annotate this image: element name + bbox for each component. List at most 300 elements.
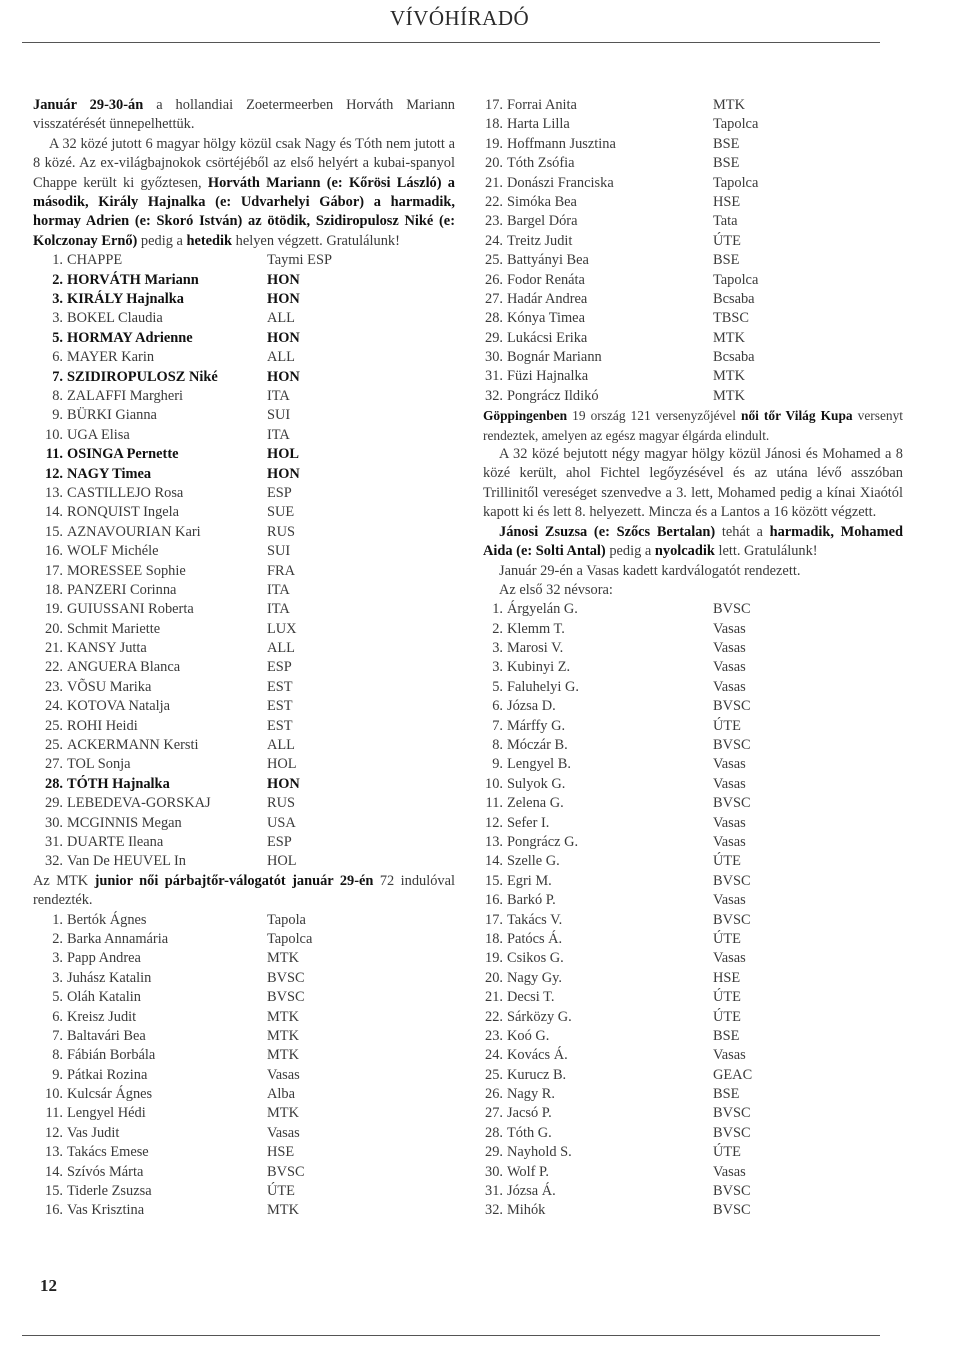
result-row	[33, 852, 455, 871]
result-rank: 30.	[45, 814, 63, 831]
result-club: EST	[267, 698, 293, 715]
results-list-world-cup	[33, 251, 455, 872]
result-rank: 15.	[45, 1183, 63, 1200]
result-club: Vasas	[267, 1124, 300, 1141]
result-rank: 19.	[485, 950, 503, 967]
result-club: HOL	[267, 756, 297, 773]
result-club: Taymi ESP	[267, 252, 332, 269]
result-name: SZIDIROPULOSZ Niké	[67, 368, 218, 385]
result-row	[483, 717, 903, 736]
result-rank: 13.	[45, 1144, 63, 1161]
result-row	[483, 271, 903, 290]
result-rank: 16.	[45, 1202, 63, 1219]
result-rank: 1.	[52, 252, 63, 269]
result-rank: 7.	[492, 717, 503, 734]
result-name: Kulcsár Ágnes	[67, 1086, 153, 1103]
result-rank: 28.	[45, 775, 63, 792]
result-name: Józsa D.	[507, 698, 556, 715]
footer-rule	[22, 1335, 880, 1336]
result-row	[483, 154, 903, 173]
result-rank: 5.	[52, 989, 63, 1006]
text-run: A 32 közé jutott 6 magyar hölgy közül csak Nagy és Tóth nem jutott a 8 közé. Az ex-világbajnokok csörtéjéből az első helyért a kubai-spanyol Chappe került ki győztesen,	[33, 135, 455, 191]
result-name: MORESSEE Sophie	[67, 562, 186, 579]
result-name: Patócs Á.	[507, 930, 563, 947]
result-name: GUIUSSANI Roberta	[67, 601, 194, 618]
result-rank: 3.	[492, 640, 503, 657]
result-rank: 28.	[485, 1124, 503, 1141]
result-rank: 3.	[52, 291, 63, 308]
result-row	[483, 1066, 903, 1085]
result-rank: 9.	[52, 407, 63, 424]
result-row	[33, 387, 455, 406]
result-row	[483, 251, 903, 270]
result-name: Sefer I.	[507, 814, 550, 831]
text-run: Az MTK	[33, 872, 95, 889]
result-club: HON	[267, 465, 300, 482]
result-rank: 2.	[52, 271, 63, 288]
result-rank: 11.	[45, 446, 63, 463]
result-name: Kónya Timea	[507, 310, 585, 327]
result-name: UGA Elisa	[67, 426, 130, 443]
result-name: Tóth Zsófia	[507, 155, 575, 172]
result-club: ITA	[267, 426, 290, 443]
result-club: BVSC	[713, 1124, 751, 1141]
result-name: Nagy Gy.	[507, 969, 563, 986]
result-club: Vasas	[713, 620, 746, 637]
result-name: Donászi Franciska	[507, 174, 614, 191]
result-row	[33, 600, 455, 619]
result-rank: 24.	[485, 232, 503, 249]
result-row	[33, 969, 455, 988]
text-run: 19 ország 121 versenyzőjével	[567, 408, 742, 424]
result-name: ACKERMANN Kersti	[67, 737, 199, 754]
result-name: Sárközy G.	[507, 1008, 572, 1025]
result-row	[33, 523, 455, 542]
result-rank: 23.	[485, 213, 503, 230]
result-club: Vasas	[713, 950, 746, 967]
result-name: KOTOVA Natalja	[67, 698, 170, 715]
page-number: 12	[40, 1276, 57, 1295]
result-club: BSE	[713, 252, 740, 269]
result-club: BSE	[713, 1027, 740, 1044]
result-rank: 25.	[45, 737, 63, 754]
result-club: ESP	[267, 659, 292, 676]
result-rank: 18.	[485, 116, 503, 133]
result-row	[33, 639, 455, 658]
result-name: ZALAFFI Margheri	[67, 387, 184, 404]
result-rank: 16.	[485, 892, 503, 909]
result-row	[483, 794, 903, 813]
result-club: Tapolca	[713, 271, 759, 288]
result-row	[33, 426, 455, 445]
result-row	[33, 271, 455, 290]
result-row	[483, 1085, 903, 1104]
result-rank: 9.	[492, 756, 503, 773]
result-name: Klemm T.	[507, 620, 565, 637]
result-rank: 16.	[45, 543, 63, 560]
text-run: A 32 közé bejutott négy magyar hölgy közül Jánosi és Mohamed a 8 közé került, ahol Fichtel legőyzésével és az utána lévő asszóban Trillinitől vereséget szenvedve a 3. lett, Mohamed pedig a kínai Xiaótól kapott ki és lett 8. helyezett. Mincza és a Lantos a 16 között végzett.	[483, 446, 903, 521]
result-club: Bcsaba	[713, 290, 755, 307]
result-rank: 15.	[485, 872, 503, 889]
result-name: Józsa Á.	[507, 1183, 556, 1200]
result-name: Wolf P.	[507, 1163, 550, 1180]
result-club: RUS	[267, 523, 295, 540]
result-rank: 29.	[485, 1144, 503, 1161]
result-club: Vasas	[713, 814, 746, 831]
result-row	[483, 115, 903, 134]
result-row	[483, 814, 903, 833]
result-club: ÚTE	[713, 1144, 741, 1161]
result-name: Faluhelyi G.	[507, 678, 579, 695]
result-rank: 25.	[485, 1066, 503, 1083]
result-name: DUARTE Ileana	[67, 833, 164, 850]
result-name: Marosi V.	[507, 640, 564, 657]
result-row	[483, 1104, 903, 1123]
result-row	[33, 1008, 455, 1027]
result-row	[33, 348, 455, 367]
result-club: Vasas	[713, 678, 746, 695]
result-rank: 25.	[45, 717, 63, 734]
result-rank: 30.	[485, 1163, 503, 1180]
result-name: KIRÁLY Hajnalka	[67, 291, 184, 308]
result-row	[483, 1143, 903, 1162]
result-row	[33, 1066, 455, 1085]
result-row	[33, 717, 455, 736]
result-name: Móczár B.	[507, 737, 568, 754]
text-run: Január 29-30-án	[33, 97, 144, 113]
result-row	[33, 1085, 455, 1104]
result-row	[33, 775, 455, 794]
result-name: Hoffmann Jusztina	[507, 135, 616, 152]
result-rank: 29.	[45, 795, 63, 812]
result-rank: 32.	[485, 1202, 503, 1219]
result-club: FRA	[267, 562, 295, 579]
result-name: RONQUIST Ingela	[67, 504, 180, 521]
result-name: Treitz Judit	[507, 232, 573, 249]
result-row	[483, 911, 903, 930]
result-rank: 9.	[52, 1066, 63, 1083]
result-rank: 20.	[485, 969, 503, 986]
result-name: NAGY Timea	[67, 465, 152, 482]
result-row	[483, 639, 903, 658]
result-name: Kovács Á.	[507, 1047, 568, 1064]
result-rank: 27.	[485, 290, 503, 307]
result-club: BVSC	[713, 911, 751, 928]
result-club: ITA	[267, 601, 290, 618]
result-row	[33, 736, 455, 755]
result-rank: 13.	[485, 834, 503, 850]
result-rank: 29.	[485, 329, 503, 346]
result-club: BSE	[713, 135, 740, 152]
result-name: Nayhold S.	[507, 1144, 572, 1161]
result-rank: 3.	[492, 659, 503, 676]
result-row	[483, 367, 903, 386]
result-club: SUI	[267, 407, 291, 424]
right-column	[483, 96, 903, 1221]
result-row	[33, 465, 455, 484]
result-club: EST	[267, 678, 293, 695]
result-name: Lengyel Hédi	[67, 1105, 146, 1122]
result-row	[33, 697, 455, 716]
result-club: ESP	[267, 484, 292, 501]
result-name: Takács Emese	[67, 1144, 149, 1161]
result-rank: 25.	[485, 252, 503, 269]
result-row	[483, 891, 903, 910]
result-row	[483, 1124, 903, 1143]
result-club: ALL	[267, 310, 295, 327]
text-run: Horváth Mariann (e: Kőrösi László) a második, Király Hajnalka (e: Udvarhelyi Gábor) a harmadik, hormay Adrien (e: Skoró István) az ötödik, Szidiropulosz Niké (e: Kolczonay Ernő)	[33, 174, 456, 249]
result-rank: 17.	[45, 562, 63, 579]
text-run: a hollandiai Zoetermeerben Horváth Mariann visszatérését ünnepelhettük.	[33, 97, 455, 133]
result-name: KANSY Jutta	[67, 640, 147, 657]
result-club: USA	[267, 814, 296, 831]
goppingen-paragraph	[483, 406, 903, 445]
text-run: versenyt rendeztek, amelyen az egész magyar élgárda elindult.	[483, 408, 904, 443]
result-club: BVSC	[713, 698, 751, 715]
result-club: BVSC	[713, 737, 751, 754]
result-rank: 27.	[485, 1105, 503, 1122]
result-row	[483, 1027, 903, 1046]
result-row	[483, 988, 903, 1007]
result-row	[483, 1008, 903, 1027]
result-rank: 22.	[45, 659, 63, 676]
result-club: LUX	[267, 620, 297, 637]
mtk-paragraph	[33, 872, 455, 911]
result-row	[33, 1163, 455, 1182]
result-rank: 7.	[52, 1027, 63, 1044]
result-row	[483, 600, 903, 619]
result-rank: 12.	[485, 814, 503, 831]
result-rank: 17.	[485, 97, 503, 113]
result-row	[33, 406, 455, 425]
result-row	[483, 755, 903, 774]
result-club: EST	[267, 717, 293, 734]
result-name: VÕSU Marika	[67, 678, 152, 695]
text-run: női tőr Világ Kupa	[741, 408, 853, 424]
result-club: ÚTE	[713, 989, 741, 1006]
result-rank: 13.	[45, 484, 63, 501]
result-name: Barka Annamária	[67, 930, 169, 947]
result-row	[483, 678, 903, 697]
result-rank: 5.	[492, 678, 503, 695]
result-rank: 31.	[485, 1183, 503, 1200]
result-name: Oláh Katalin	[67, 989, 141, 1006]
result-rank: 19.	[485, 135, 503, 152]
result-rank: 2.	[492, 620, 503, 637]
result-club: ALL	[267, 640, 295, 657]
result-rank: 11.	[485, 795, 503, 812]
result-row	[33, 620, 455, 639]
result-row	[33, 562, 455, 581]
text-run: lett. Gratulálunk!	[714, 543, 818, 560]
result-rank: 3.	[52, 310, 63, 327]
result-name: AZNAVOURIAN Kari	[67, 523, 201, 540]
result-row	[483, 969, 903, 988]
text-run: Január 29-én a Vasas kadett kardválogatót rendezett.	[499, 562, 801, 579]
result-name: Fodor Renáta	[507, 271, 585, 288]
result-rank: 14.	[485, 853, 503, 870]
result-club: MTK	[713, 368, 745, 385]
result-club: SUE	[267, 504, 295, 521]
result-rank: 6.	[52, 349, 63, 366]
result-name: MAYER Karin	[67, 349, 155, 366]
result-name: Jacsó P.	[507, 1105, 552, 1122]
result-row	[483, 1182, 903, 1201]
text-run: harmadik, Mohamed Aida (e: Solti Antal)	[483, 523, 903, 560]
result-club: Tapola	[267, 911, 306, 928]
result-name: Simóka Bea	[507, 193, 577, 210]
result-name: Márffy G.	[507, 717, 566, 734]
result-row	[33, 1182, 455, 1201]
result-rank: 21.	[485, 989, 503, 1006]
result-row	[33, 988, 455, 1007]
result-name: Koó G.	[507, 1027, 550, 1044]
text-run: pedig a	[137, 232, 187, 249]
result-name: MCGINNIS Megan	[67, 814, 182, 831]
result-rank: 2.	[52, 930, 63, 947]
result-rank: 23.	[45, 678, 63, 695]
result-club: MTK	[267, 1027, 299, 1044]
text-run: Jánosi Zsuzsa (e: Szőcs Bertalan)	[499, 523, 716, 540]
result-row	[33, 445, 455, 464]
result-row	[33, 368, 455, 387]
result-name: Bognár Mariann	[507, 349, 602, 366]
result-row	[483, 232, 903, 251]
result-rank: 8.	[52, 387, 63, 404]
result-name: Decsi T.	[507, 989, 555, 1006]
result-rank: 26.	[485, 271, 503, 288]
text-run: hetedik	[186, 232, 233, 249]
result-club: Alba	[267, 1086, 295, 1103]
result-club: HON	[267, 775, 300, 792]
results-list-junior	[33, 911, 455, 1221]
result-rank: 24.	[45, 698, 63, 715]
text-run: pedig a	[605, 543, 655, 560]
result-rank: 26.	[485, 1086, 503, 1103]
result-row	[33, 1124, 455, 1143]
result-club: ALL	[267, 737, 295, 754]
result-row	[33, 1046, 455, 1065]
result-row	[33, 309, 455, 328]
result-club: BSE	[713, 155, 740, 172]
result-name: OSINGA Pernette	[67, 446, 179, 463]
result-club: RUS	[267, 795, 295, 812]
result-name: Harta Lilla	[507, 116, 570, 133]
result-row	[483, 1046, 903, 1065]
text-run: Göppingenben	[483, 408, 568, 424]
result-rank: 21.	[45, 640, 63, 657]
result-row	[33, 329, 455, 348]
result-row	[33, 678, 455, 697]
result-name: Takács V.	[507, 911, 563, 928]
result-rank: 6.	[52, 1008, 63, 1025]
result-row	[33, 1104, 455, 1123]
result-row	[33, 290, 455, 309]
result-club: HSE	[267, 1144, 295, 1161]
result-name: BÜRKI Gianna	[67, 407, 157, 424]
text-run: helyen végzett. Gratulálunk!	[232, 232, 400, 249]
result-name: WOLF Michéle	[67, 543, 159, 560]
result-club: MTK	[713, 329, 745, 346]
result-club: ITA	[267, 387, 290, 404]
result-rank: 3.	[52, 950, 63, 967]
result-club: GEAC	[713, 1066, 753, 1083]
result-name: Szelle G.	[507, 853, 560, 870]
result-club: HON	[267, 291, 300, 308]
result-row	[33, 755, 455, 774]
result-name: Egri M.	[507, 872, 552, 889]
result-club: MTK	[713, 97, 745, 113]
result-row	[483, 658, 903, 677]
result-club: Vasas	[713, 1047, 746, 1064]
result-club: ÚTE	[713, 717, 741, 734]
result-name: Hadár Andrea	[507, 290, 588, 307]
result-club: Tapolca	[267, 930, 313, 947]
result-row	[483, 290, 903, 309]
result-row	[483, 309, 903, 328]
result-name: HORVÁTH Mariann	[67, 271, 199, 288]
result-row	[483, 620, 903, 639]
result-name: TÓTH Hajnalka	[67, 775, 170, 792]
result-rank: 8.	[492, 737, 503, 754]
result-club: ÚTE	[713, 232, 741, 249]
result-club: Vasas	[267, 1066, 300, 1083]
result-rank: 1.	[52, 911, 63, 928]
header-rule	[22, 42, 880, 43]
result-name: Vas Judit	[67, 1124, 120, 1141]
result-name: HORMAY Adrienne	[67, 329, 193, 346]
result-rank: 20.	[485, 155, 503, 172]
result-row	[483, 1163, 903, 1182]
result-name: Pongrácz Ildikó	[507, 387, 599, 404]
result-club: Vasas	[713, 834, 746, 850]
result-name: Tiderle Zsuzsa	[67, 1183, 152, 1200]
result-row	[33, 484, 455, 503]
text-run: 72 indulóval rendezték.	[33, 872, 455, 909]
result-name: Juhász Katalin	[67, 969, 152, 986]
result-rank: 31.	[485, 368, 503, 385]
results-list-junior-continued	[483, 96, 903, 406]
result-name: Lengyel B.	[507, 756, 571, 773]
result-name: CHAPPE	[67, 252, 123, 269]
result-club: MTK	[713, 387, 745, 404]
result-rank: 32.	[485, 387, 503, 404]
result-club: ÚTE	[713, 1008, 741, 1025]
result-rank: 7.	[52, 368, 63, 385]
result-row	[33, 794, 455, 813]
result-row	[483, 96, 903, 115]
result-club: ÚTE	[267, 1183, 295, 1200]
result-rank: 14.	[45, 504, 63, 521]
result-rank: 10.	[45, 1086, 63, 1103]
result-club: ESP	[267, 833, 292, 850]
result-row	[483, 697, 903, 716]
result-club: HON	[267, 368, 300, 385]
result-rank: 12.	[45, 465, 63, 482]
result-rank: 28.	[485, 310, 503, 327]
result-row	[33, 503, 455, 522]
result-name: Barkó P.	[507, 892, 556, 909]
result-name: Kubinyi Z.	[507, 659, 571, 676]
result-club: MTK	[267, 1008, 299, 1025]
list-title: Az első 32 névsora:	[499, 581, 613, 598]
result-club: BVSC	[267, 989, 305, 1006]
result-rank: 10.	[485, 775, 503, 792]
result-name: Battyányi Bea	[507, 252, 589, 269]
result-name: Csikos G.	[507, 950, 564, 967]
result-rank: 15.	[45, 523, 63, 540]
result-row	[483, 193, 903, 212]
